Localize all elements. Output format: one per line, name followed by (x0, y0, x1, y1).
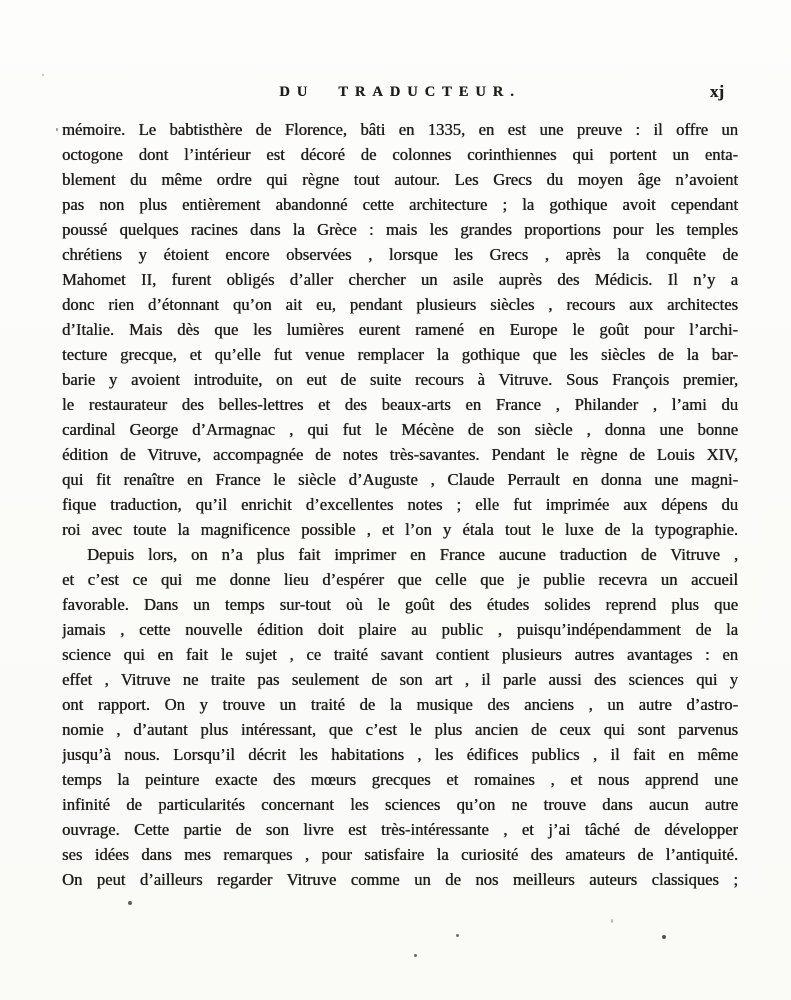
text-line: roi avec toute la magnificence possible , et l’on y étala tout le luxe de la typographie. (62, 520, 738, 539)
page-number: xj (709, 82, 724, 101)
ink-speck (56, 128, 58, 131)
text-line: tecture grecque, et qu’elle fut venue remplacer la gothique que les siècles de la bar- (62, 345, 738, 364)
ink-speck (456, 934, 459, 937)
text-line: fique traduction, qu’il enrichit d’excellentes notes ; elle fut imprimée aux dépens du (62, 495, 738, 514)
paragraph-1 (62, 117, 738, 542)
text-line: nomie , d’autant plus intéressant, que c’est le plus ancien de ceux qui sont parvenus (62, 720, 738, 739)
text-line: favorable. Dans un temps sur-tout où le goût des études solides reprend plus que (62, 595, 738, 614)
text-line: ses idées dans mes remarques , pour satisfaire la curiosité des amateurs de l’antiquité. (62, 845, 738, 864)
text-line: Depuis lors, on n’a plus fait imprimer en France aucune traduction de Vitruve , (87, 545, 738, 564)
page-header (62, 84, 738, 102)
text-line: le restaurateur des belles-lettres et des beaux-arts en France , Philander , l’ami du (62, 395, 738, 414)
ink-speck (611, 919, 613, 923)
text-line: science qui en fait le sujet , ce traité savant contient plusieurs autres avantages : en (62, 645, 738, 664)
ink-speck (414, 954, 417, 957)
text-line: et c’est ce qui me donne lieu d’espérer que celle que je publie recevra un accueil (62, 570, 738, 589)
ink-speck (128, 901, 132, 905)
text-line: jusqu’à nous. Lorsqu’il décrit les habitations , les édifices publics , il fait en même (62, 745, 738, 764)
text-line: Mahomet II, furent obligés d’aller chercher un asile auprès des Médicis. Il n’y a (62, 270, 738, 289)
text-line: édition de Vitruve, accompagnée de notes très-savantes. Pendant le règne de Louis XIV, (62, 445, 738, 464)
running-header: DU TRADUCTEUR. (279, 84, 521, 100)
text-line: On peut d’ailleurs regarder Vitruve comme un de nos meilleurs auteurs classiques ; (62, 870, 738, 889)
text-line: d’Italie. Mais dès que les lumières eurent ramené en Europe le goût pour l’archi- (62, 320, 738, 339)
text-line: pas non plus entièrement abandonné cette architecture ; la gothique avoit cependant (62, 195, 738, 214)
text-line: barie y avoient introduite, on eut de suite recours à Vitruve. Sous François premier, (62, 370, 738, 389)
text-line: qui fit renaître en France le siècle d’Auguste , Claude Perrault en donna une magni- (62, 470, 738, 489)
text-line: ont rapport. On y trouve un traité de la musique des anciens , un autre d’astro- (62, 695, 738, 714)
text-line: donc rien d’étonnant qu’on ait eu, pendant plusieurs siècles , recours aux architectes (62, 295, 738, 314)
text-line: temps la peinture exacte des mœurs grecques et romaines , et nous apprend une (62, 770, 738, 789)
text-line: effet , Vitruve ne traite pas seulement de son art , il parle aussi des sciences qui y (62, 670, 738, 689)
text-line: ouvrage. Cette partie de son livre est très-intéressante , et j’ai tâché de développer (62, 820, 738, 839)
text-line: chrétiens y étoient encore observées , lorsque les Grecs , après la conquête de (62, 245, 738, 264)
ink-speck (42, 74, 44, 76)
paragraph-2 (62, 542, 738, 892)
text-line: poussé quelques racines dans la Grèce : mais les grandes proportions pour les temples (62, 220, 738, 239)
text-line: blement du même ordre qui règne tout autour. Les Grecs du moyen âge n’avoient (62, 170, 738, 189)
text-line: octogone dont l’intérieur est décoré de colonnes corinthiennes qui portent un enta- (62, 145, 738, 164)
text-line: mémoire. Le babtisthère de Florence, bâti en 1335, en est une preuve : il offre un (62, 120, 738, 139)
text-line: jamais , cette nouvelle édition doit plaire au public , puisqu’indépendamment de la (62, 620, 738, 639)
page-body (62, 117, 738, 892)
ink-speck (662, 935, 666, 939)
text-line: cardinal George d’Armagnac , qui fut le Mécène de son siècle , donna une bonne (62, 420, 738, 439)
text-line: infinité de particularités concernant les sciences qu’on ne trouve dans aucun autre (62, 795, 738, 814)
